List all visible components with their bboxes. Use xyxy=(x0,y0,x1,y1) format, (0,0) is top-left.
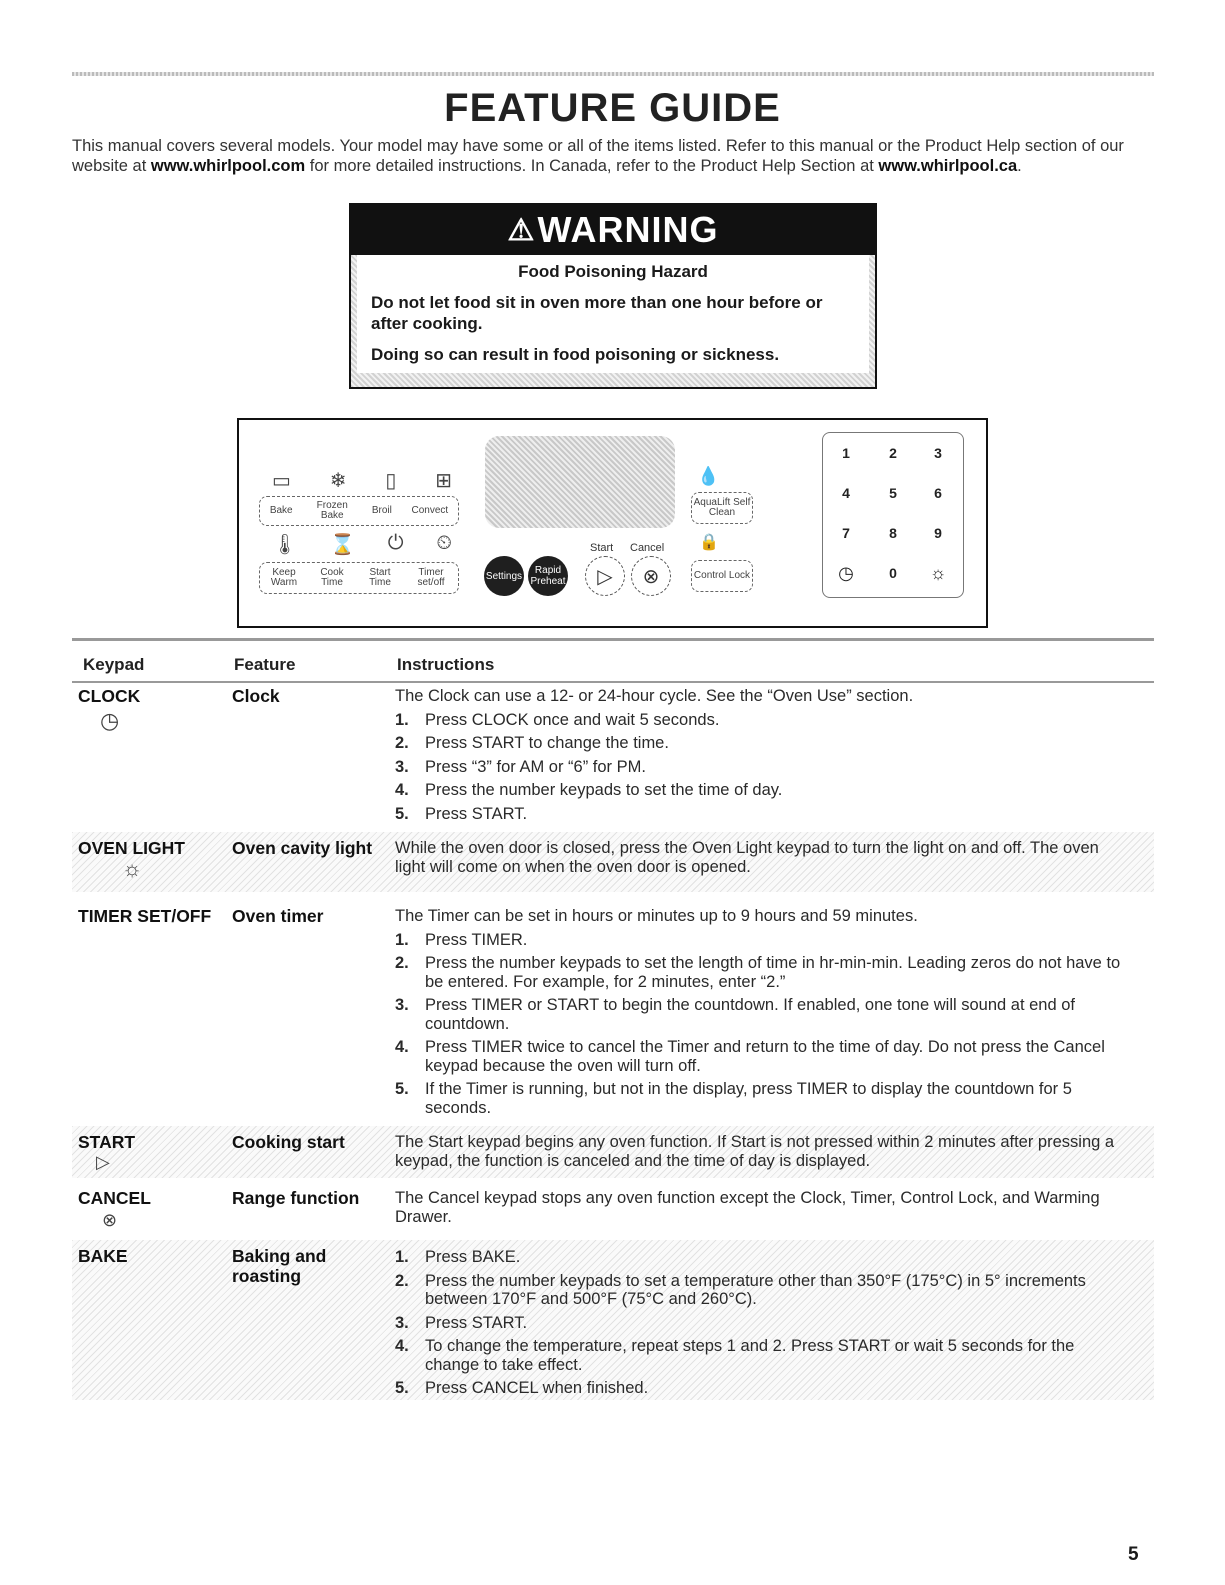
cook-time-icon: ⌛ xyxy=(330,534,356,556)
start-instructions: The Start keypad begins any oven function. If Start is not pressed within 2 minutes after pressing a keypad, the function is canceled and the time of day is displayed. xyxy=(395,1133,1115,1170)
cancel-keypad: CANCEL xyxy=(78,1188,151,1208)
broil-button[interactable]: Broil xyxy=(371,505,392,516)
timer-instructions xyxy=(395,907,1125,1122)
page-title: FEATURE GUIDE xyxy=(444,86,781,130)
bake-feature: Baking and roasting xyxy=(232,1246,327,1286)
cancel-icon: ⊗ xyxy=(102,1210,118,1230)
timer-feature: Oven timer xyxy=(232,906,324,926)
key-4[interactable]: 4 xyxy=(842,485,850,501)
list-item: 4. Press the number keypads to set the time of day. xyxy=(395,781,783,799)
aqualift-self-clean-button[interactable] xyxy=(691,492,753,524)
list-item: 1. Press CLOCK once and wait 5 seconds. xyxy=(395,710,720,729)
header-keypad: Keypad xyxy=(83,655,145,674)
water-drop-icon: 💧 xyxy=(697,466,720,486)
convect-icon: ⊞ xyxy=(435,470,452,492)
control-lock-button[interactable] xyxy=(691,560,753,592)
settings-button[interactable]: Settings xyxy=(484,556,524,596)
clock-icon: ◷ xyxy=(100,708,120,733)
aqualift-label: AquaLift Self Clean xyxy=(693,497,751,518)
bake-instructions xyxy=(395,1248,1125,1403)
oven-light-feature: Oven cavity light xyxy=(232,838,373,858)
whirlpool-com-link[interactable]: www.whirlpool.com xyxy=(150,156,306,175)
lock-icon: 🔒 xyxy=(699,534,719,551)
mode-icons-row-2 xyxy=(272,532,452,557)
header-instructions: Instructions xyxy=(397,655,495,674)
oven-light-instructions: While the oven door is closed, press the Oven Light keypad to turn the light on and off. The oven light will come on when the oven door is opened. xyxy=(395,839,1099,876)
list-item: 1. Press BAKE. xyxy=(395,1248,521,1266)
cancel-label: Cancel xyxy=(630,542,665,554)
key-2[interactable]: 2 xyxy=(889,445,897,461)
warning-header xyxy=(351,205,875,255)
list-item: 4. To change the temperature, repeat steps 1 and 2. Press START or wait 5 seconds for the change to take effect. xyxy=(395,1337,1075,1374)
start-label: Start xyxy=(590,542,614,554)
list-item: 3. Press TIMER or START to begin the countdown. If enabled, one tone will sound at end of countdown. xyxy=(395,996,1075,1033)
cook-time-button[interactable]: Cook Time xyxy=(320,567,344,588)
list-item: 2. Press the number keypads to set a temperature other than 350°F (175°C) in 5° increments between 170°F and 500°F (75°C and 260°C). xyxy=(395,1271,1086,1308)
light-bulb-icon: ☼ xyxy=(122,856,143,881)
start-time-button[interactable]: Start Time xyxy=(369,567,391,588)
keep-warm-button[interactable]: Keep Warm xyxy=(270,567,298,588)
clock-keypad: CLOCK xyxy=(78,686,141,706)
bake-button[interactable]: Bake xyxy=(269,505,293,516)
list-item: 2. Press the number keypads to set the length of time in hr-min-min. Leading zeros do not have to be entered. For example, for 2 minutes, enter “2.” xyxy=(395,954,1121,991)
row-start xyxy=(72,1126,1154,1178)
power-icon: ⏻ xyxy=(387,532,404,554)
convect-button[interactable]: Convect xyxy=(411,505,449,516)
list-item: 3. Press “3” for AM or “6” for PM. xyxy=(395,757,646,776)
start-keypad: START xyxy=(78,1132,136,1152)
key-5[interactable]: 5 xyxy=(889,485,897,501)
warning-hazard: Food Poisoning Hazard xyxy=(518,262,708,281)
cancel-feature: Range function xyxy=(232,1188,360,1208)
timer-keypad: TIMER SET/OFF xyxy=(78,906,212,926)
list-item: 5. Press START. xyxy=(395,804,528,823)
frozen-bake-icon: ❄ xyxy=(329,470,347,492)
key-7[interactable]: 7 xyxy=(842,525,850,541)
number-keypad xyxy=(822,432,964,598)
cancel-instructions: The Cancel keypad stops any oven function except the Clock, Timer, Control Lock, and Warming Drawer. xyxy=(395,1189,1100,1226)
display-screen xyxy=(485,436,675,528)
intro-text-2: for more detailed instructions. In Canada, refer to the Product Help Section at xyxy=(305,156,879,175)
list-item: 5. Press CANCEL when finished. xyxy=(395,1379,649,1397)
key-1[interactable]: 1 xyxy=(842,445,850,461)
control-panel-diagram xyxy=(237,418,988,628)
clock-intro: The Clock can use a 12- or 24-hour cycle. See the “Oven Use” section. xyxy=(395,687,914,705)
clock-key-icon[interactable]: ◷ xyxy=(838,563,854,583)
row-oven-light xyxy=(72,832,1154,892)
header-feature: Feature xyxy=(234,655,296,674)
key-9[interactable]: 9 xyxy=(934,525,942,541)
mode-icons-row-1 xyxy=(272,468,452,493)
list-item: 1. Press TIMER. xyxy=(395,930,528,949)
intro-text-1: This manual covers several models. Your model may have some or all of the items listed. Refer to this manual or the Product Help section of our website at xyxy=(72,137,1124,175)
top-rule xyxy=(72,72,1154,76)
mode-buttons-row-2 xyxy=(259,562,459,594)
page-number: 5 xyxy=(1128,1544,1139,1565)
start-play-icon[interactable]: ▷ xyxy=(585,556,625,596)
intro-paragraph xyxy=(72,137,1162,176)
broil-icon: ▯ xyxy=(385,470,397,492)
start-feature: Cooking start xyxy=(232,1132,345,1152)
warning-line-1: Do not let food sit in oven more than one hour before or after cooking. xyxy=(371,293,823,333)
whirlpool-ca-link[interactable]: www.whirlpool.ca xyxy=(878,156,1018,175)
mode-buttons-row-1 xyxy=(259,496,459,526)
clock-feature: Clock xyxy=(232,686,280,706)
control-lock-label: Control Lock xyxy=(693,570,751,581)
warning-body xyxy=(357,255,869,373)
table-header xyxy=(72,638,1154,683)
cancel-x-icon[interactable]: ⊗ xyxy=(631,556,671,596)
key-6[interactable]: 6 xyxy=(934,485,942,501)
bake-keypad: BAKE xyxy=(78,1246,128,1266)
key-8[interactable]: 8 xyxy=(889,525,897,541)
intro-text-3: . xyxy=(1017,156,1022,175)
row-cancel xyxy=(72,1184,1154,1240)
oven-light-keypad: OVEN LIGHT xyxy=(78,838,185,858)
list-item: 3. Press START. xyxy=(395,1313,528,1332)
warning-triangle-icon: ⚠ xyxy=(507,213,536,247)
thermometer-icon: 🌡 xyxy=(272,534,298,556)
oven-light-key-icon[interactable]: ☼ xyxy=(929,563,947,583)
bake-icon: ▭ xyxy=(272,470,291,492)
timer-set-off-button[interactable]: Timer set/off xyxy=(417,567,445,588)
frozen-bake-button[interactable]: Frozen Bake xyxy=(316,500,348,521)
key-0[interactable]: 0 xyxy=(889,565,897,581)
row-timer xyxy=(72,900,1154,1122)
list-item: 4. Press TIMER twice to cancel the Timer and return to the time of day. Do not press the Cancel keypad because the oven will turn off. xyxy=(395,1038,1105,1075)
warning-box xyxy=(349,203,877,389)
key-3[interactable]: 3 xyxy=(934,445,942,461)
row-bake xyxy=(72,1240,1154,1400)
list-item: 2. Press START to change the time. xyxy=(395,734,669,752)
warning-line-2: Doing so can result in food poisoning or sickness. xyxy=(371,345,780,364)
warning-heading: WARNING xyxy=(537,209,719,250)
timer-icon: ⏲ xyxy=(436,532,452,554)
row-clock xyxy=(72,682,1154,832)
rapid-preheat-button[interactable]: Rapid Preheat xyxy=(528,556,568,596)
timer-intro: The Timer can be set in hours or minutes up to 9 hours and 59 minutes. xyxy=(395,907,918,925)
clock-instructions xyxy=(395,687,1125,828)
list-item: 5. If the Timer is running, but not in the display, press TIMER to display the countdown for 5 seconds. xyxy=(395,1080,1072,1117)
start-icon: ▷ xyxy=(96,1152,110,1172)
